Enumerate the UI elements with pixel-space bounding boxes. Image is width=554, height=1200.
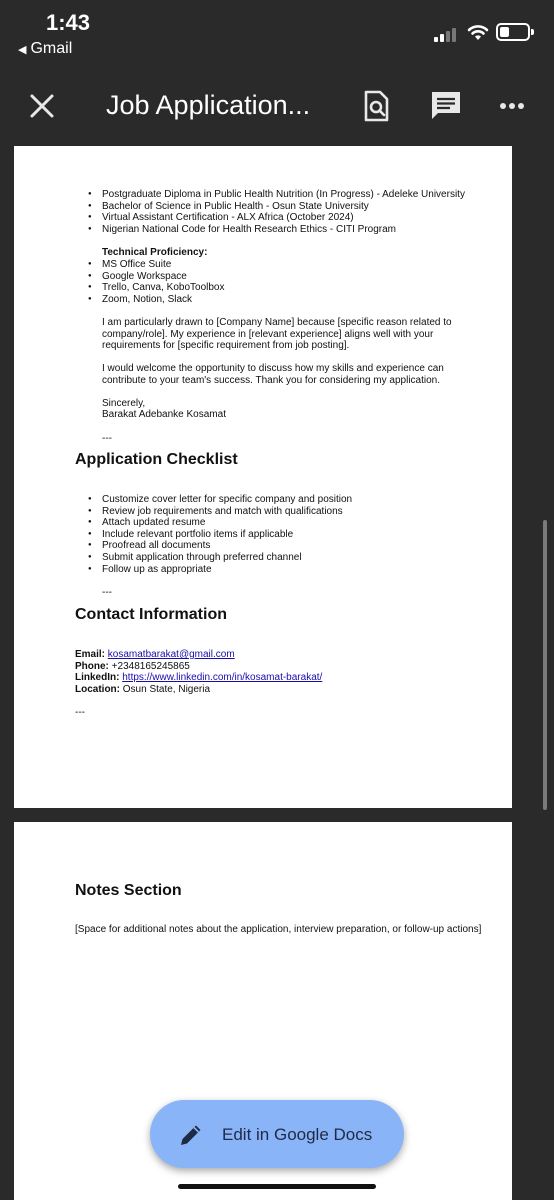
search-document-icon[interactable] [358, 88, 394, 124]
notes-text: [Space for additional notes about the application, interview preparation, or follow-up actions] [75, 924, 482, 935]
battery-icon [496, 23, 530, 41]
status-bar [0, 0, 554, 70]
email-label: Email: [75, 649, 106, 660]
phone-value: +2348165245865 [111, 660, 190, 672]
list-item: ● Attach updated resume [88, 517, 508, 529]
list-item: ● Include relevant portfolio items if applicable [88, 529, 508, 541]
document-page-1 [14, 146, 512, 808]
list-item: ● Submit application through preferred channel [88, 552, 508, 564]
list-item: ● Proofread all documents [88, 540, 508, 552]
paragraph: I would welcome the opportunity to discuss how my skills and experience can contribute to your team's success. Thank you for considering my application. [102, 363, 444, 386]
separator: --- [102, 433, 112, 444]
back-label: Gmail [30, 40, 73, 57]
list-item: ● MS Office Suite [88, 259, 508, 271]
pencil-icon [178, 1122, 204, 1148]
list-item: ● Zoom, Notion, Slack [88, 294, 508, 306]
phone-label: Phone: [75, 660, 109, 672]
edit-in-google-docs-button[interactable] [150, 1100, 404, 1168]
checklist [88, 494, 508, 575]
list-item: ● Nigerian National Code for Health Research Ethics - CITI Program [88, 224, 508, 236]
clock: 1:43 [46, 10, 91, 35]
scrollbar[interactable] [543, 520, 547, 810]
separator: --- [75, 707, 85, 718]
contact-block [75, 649, 495, 695]
wifi-icon [466, 22, 490, 42]
linkedin-label: LinkedIn: [75, 672, 120, 684]
back-to-gmail[interactable] [18, 40, 72, 58]
signal-icon [434, 26, 460, 42]
tech-list [88, 259, 508, 305]
list-item: ● Bachelor of Science in Public Health - Osun State University [88, 201, 508, 213]
list-item: ● Review job requirements and match with qualifications [88, 506, 508, 518]
separator: --- [102, 587, 112, 598]
list-item: ● Virtual Assistant Certification - ALX Africa (October 2024) [88, 212, 508, 224]
paragraph: I am particularly drawn to [Company Name] because [specific reason related to company/role]. My experience in [relevant experience] aligns well with your requirements for [specific requirement from job posting]. [102, 317, 452, 352]
sign-off: Sincerely, [102, 398, 146, 409]
linkedin-link[interactable]: https://www.linkedin.com/in/kosamat-barakat/ [122, 672, 323, 684]
home-indicator [178, 1184, 376, 1189]
back-arrow-icon: ◀ [18, 44, 27, 56]
email-link[interactable]: kosamatbarakat@gmail.com [107, 649, 235, 660]
app-bar [0, 70, 554, 146]
list-item: ● Follow up as appropriate [88, 564, 508, 576]
tech-heading: Technical Proficiency: [102, 247, 208, 258]
document-title: Job Application... [106, 90, 311, 120]
list-item: ● Postgraduate Diploma in Public Health Nutrition (In Progress) - Adeleke University [88, 189, 508, 201]
more-icon[interactable] [494, 88, 530, 124]
fab-label: Edit in Google Docs [222, 1125, 373, 1144]
close-icon[interactable] [26, 90, 58, 122]
location-value: Osun State, Nigeria [122, 683, 211, 695]
checklist-heading: Application Checklist [75, 451, 238, 468]
comment-icon[interactable] [428, 88, 464, 124]
notes-heading: Notes Section [75, 882, 182, 899]
signature: Barakat Adebanke Kosamat [102, 409, 226, 420]
location-label: Location: [75, 683, 120, 695]
contact-heading: Contact Information [75, 606, 227, 623]
list-item: ● Trello, Canva, KoboToolbox [88, 282, 508, 294]
list-item: ● Customize cover letter for specific company and position [88, 494, 508, 506]
list-item: ● Google Workspace [88, 271, 508, 283]
education-list [88, 189, 508, 235]
